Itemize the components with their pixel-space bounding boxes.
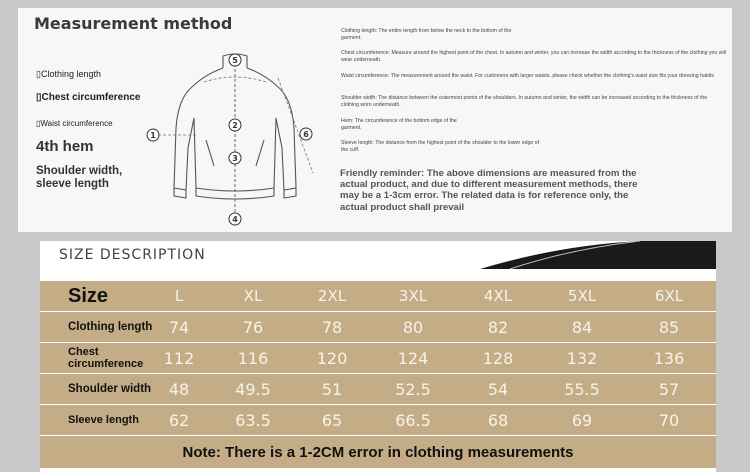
row-label-sleeve: Sleeve length [68, 414, 139, 426]
description-chest: Chest circumference: Measure around the highest point of the chest. In autumn and winter, you can increase the width according to the thickness of the clothing you will wear underneath. [341, 50, 726, 63]
friendly-reminder: Friendly reminder: The above dimensions are measured from the actual product, and due to different measurement methods, there may be a 1-3cm error. The related data is for reference only, the actual product shall prevail [340, 168, 638, 213]
value-cell: 70 [658, 410, 680, 430]
size-cell: L [174, 287, 184, 305]
size-cell: 3XL [398, 287, 428, 305]
value-cell: 136 [653, 348, 685, 368]
label-clothing-length: ▯Clothing length [36, 69, 101, 79]
value-cell: 57 [658, 379, 680, 399]
table-row [40, 405, 716, 435]
measurement-panel [18, 8, 732, 232]
value-cell: 120 [316, 348, 348, 368]
size-description-title: SIZE DESCRIPTION [59, 247, 206, 263]
marker-4 [229, 213, 241, 225]
size-cell: 6XL [654, 287, 684, 305]
table-row [40, 312, 716, 342]
value-cell: 112 [163, 348, 195, 368]
size-cell: 5XL [567, 287, 597, 305]
value-cell: 132 [566, 348, 598, 368]
description-waist: Waist circumference: The measurement around the waist. For customers with larger waists, please check whether the clothing's waist size fits your dressing habits [341, 73, 714, 79]
marker-1 [147, 129, 159, 141]
size-cell: XL [243, 287, 263, 305]
size-header [40, 241, 716, 269]
value-cell: 62 [168, 410, 190, 430]
row-label-chest: Chest circumference [68, 346, 144, 370]
description-hem: Hem: The circumference of the bottom edge of the garment. [341, 118, 457, 131]
jacket-illustration [138, 38, 338, 228]
table-row [40, 374, 716, 404]
marker-3 [229, 152, 241, 164]
label-waist-circumference: ▯Waist circumference [36, 119, 113, 128]
value-cell: 84 [571, 317, 593, 337]
size-label: Size [68, 284, 109, 307]
value-cell: 82 [487, 317, 509, 337]
size-cell: 2XL [317, 287, 347, 305]
svg-text:6: 6 [303, 130, 309, 139]
marker-2 [229, 119, 241, 131]
row-label-clothing-length: Clothing length [68, 321, 153, 333]
measurement-error-note: Note: There is a 1-2CM error in clothing measurements [182, 443, 574, 461]
value-cell: 78 [321, 317, 343, 337]
value-cell: 48 [168, 379, 190, 399]
value-cell: 52.5 [395, 379, 431, 399]
label-hem: 4th hem [36, 138, 94, 155]
value-cell: 51 [321, 379, 343, 399]
value-cell: 116 [237, 348, 269, 368]
row-label-shoulder: Shoulder width [68, 383, 152, 395]
value-cell: 85 [658, 317, 680, 337]
svg-text:3: 3 [232, 154, 238, 163]
value-cell: 128 [482, 348, 514, 368]
value-cell: 54 [487, 379, 509, 399]
value-cell: 65 [321, 410, 343, 430]
value-cell: 66.5 [395, 410, 431, 430]
value-cell: 80 [402, 317, 424, 337]
size-cell: 4XL [483, 287, 513, 305]
svg-text:5: 5 [232, 56, 238, 65]
label-chest-circumference: ▯Chest circumference [36, 92, 141, 103]
value-cell: 68 [487, 410, 509, 430]
panel-title: Measurement method [34, 14, 233, 33]
value-cell: 76 [242, 317, 264, 337]
value-cell: 63.5 [235, 410, 271, 430]
value-cell: 74 [168, 317, 190, 337]
table-row [40, 343, 716, 373]
marker-5 [229, 54, 241, 66]
value-cell: 69 [571, 410, 593, 430]
value-cell: 55.5 [564, 379, 600, 399]
label-shoulder-sleeve: Shoulder width, sleeve length [36, 165, 123, 190]
svg-text:4: 4 [232, 215, 238, 224]
description-sleeve: Sleeve length: The distance from the highest point of the shoulder to the lower edge of the cuff. [341, 140, 540, 153]
value-cell: 124 [397, 348, 429, 368]
description-clothing-length: Clothing length: The entire length from below the neck to the bottom of the garment. [341, 28, 512, 41]
value-cell: 49.5 [235, 379, 271, 399]
description-shoulder: Shoulder width: The distance between the outermost points of the shoulders. In autumn and winter, the width can be increased according to the thickness of the clothing worn underneath. [341, 95, 708, 108]
table-row-sizes [40, 281, 716, 311]
svg-text:1: 1 [150, 131, 156, 140]
svg-text:2: 2 [232, 121, 238, 130]
note-row [40, 436, 716, 468]
size-table [40, 241, 716, 472]
marker-6 [300, 128, 312, 140]
